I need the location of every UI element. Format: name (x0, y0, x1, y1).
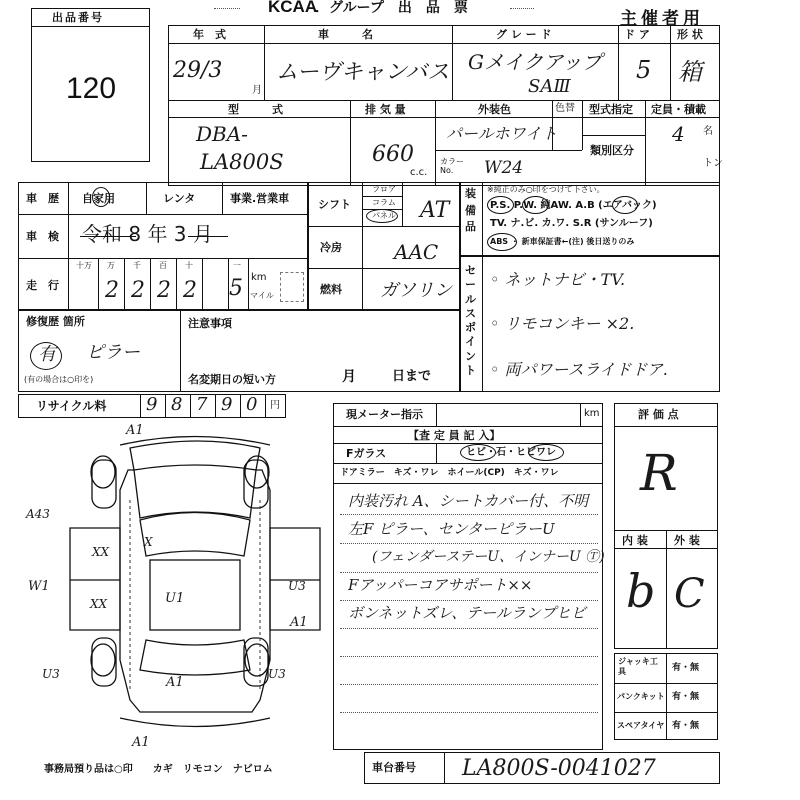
header-title: ．グループ 出 品 票 (315, 0, 468, 16)
right-rear-wheel (92, 638, 116, 686)
diag-mark-bottom: A1 (132, 735, 150, 750)
label-class: 類別区分 (590, 144, 634, 157)
mileage-unit-km: km (251, 272, 267, 283)
mile-col-5 (202, 258, 203, 310)
equip-ps-circle (487, 196, 514, 214)
label-exterior: 外 装 (674, 534, 700, 547)
inspector-note-3: (フェンダーステーU、インナーU Ⓣ) (372, 549, 605, 565)
insp-line-4 (340, 600, 598, 601)
recycle-col-5 (265, 394, 266, 418)
value-fuel: ガソリン (380, 280, 452, 301)
label-door: ド ア (624, 28, 650, 41)
recycle-digit-2: 8 (171, 394, 183, 415)
label-year: 年 式 (193, 28, 226, 41)
rear-bumper (120, 718, 270, 727)
inspector-note-4: Fアッパーコアサポート×× (348, 576, 533, 594)
label-sales-points: セールスポイント (465, 264, 476, 378)
value-load-unit: トン (703, 158, 723, 169)
shift-option-panel: パネル (372, 211, 396, 220)
recycle-digit-1: 9 (146, 394, 158, 415)
diag-mark-windshield: X (144, 535, 153, 549)
equipment-line-1: P.S. P.W. 純AW. A.B (エアバック) (490, 200, 657, 211)
inspector-glass-divider (333, 463, 603, 464)
diag-mark-left: W1 (28, 579, 50, 594)
mileage-digit-2: 2 (131, 278, 145, 303)
sales-point-2: ◦ リモコンキー ×2. (490, 314, 635, 333)
label-color-change: 色替 (555, 103, 575, 114)
value-color-no-label: カラー No. (440, 157, 464, 175)
office-note: 事務局預り品は○印 カギ リモコン ナビロム (44, 764, 273, 775)
insp-line-5 (340, 628, 598, 629)
history-option-rental: レンタ (163, 192, 196, 205)
glass-circle-2 (528, 444, 564, 461)
diag-mark-right: U3 (288, 579, 306, 593)
label-inspection: 車 検 (26, 230, 59, 243)
tool-label-spare: スペアタイヤ (617, 721, 665, 730)
inspector-row2-divider (333, 483, 603, 484)
diag-mark-right-bottom: U3 (268, 667, 286, 681)
sales-point-1: ◦ ネットナビ・TV. (490, 270, 626, 289)
value-shift: AT (420, 198, 450, 223)
lot-label: 出品番号 (52, 11, 104, 24)
repair-circle (30, 342, 62, 370)
diag-mark-top: A1 (126, 423, 144, 438)
inspector-title-divider (333, 443, 603, 444)
lot-number: 120 (66, 72, 117, 105)
equip-abs-circle (487, 233, 517, 251)
insp-line-6 (340, 656, 598, 657)
col-div-colorchange (582, 100, 583, 150)
col-div-name (452, 25, 453, 100)
inspector-glass: Fガラス (346, 447, 387, 460)
meter-divider (333, 426, 603, 427)
inspection-strike-2 (188, 236, 228, 237)
label-notes: 注意事項 (188, 317, 232, 330)
recycle-col-4 (240, 394, 241, 418)
rear-window-shape (140, 640, 250, 675)
diag-mark-rear: A1 (166, 675, 184, 690)
value-year: 29/3 (173, 58, 223, 83)
front-left-tire (91, 456, 115, 488)
label-chassis: 車台番号 (372, 761, 416, 774)
label-displacement: 排 気 量 (365, 103, 406, 116)
tool-value-puncture: 有・無 (672, 692, 700, 702)
meter-unit-col (580, 403, 581, 426)
lot-divider (31, 26, 150, 27)
insp-line-8 (340, 712, 598, 713)
mileage-unit-mile: マイル (250, 291, 274, 300)
col-div-model (350, 100, 351, 186)
drivetrain-divider-2 (308, 268, 460, 269)
mile-col-7 (248, 258, 249, 310)
roof-panel (150, 560, 240, 630)
top-row-divider-1 (168, 43, 720, 44)
label-recycle: リサイクル料 (36, 399, 107, 413)
recycle-label-col (140, 394, 141, 418)
shift-opt-line-1 (362, 196, 402, 197)
label-mileage: 走 行 (26, 279, 59, 292)
value-capacity-unit: 名 (703, 126, 713, 137)
inspector-title: 【査 定 員 記 入】 (408, 429, 501, 442)
col-div-year (264, 25, 265, 100)
windshield-shape (140, 513, 250, 557)
value-name: ムーヴキャンバス (276, 60, 450, 85)
history-label-col (68, 182, 69, 310)
chassis-col (444, 752, 445, 784)
diag-mark-left-panel-1: XX (92, 545, 110, 559)
meter-unit: km (584, 408, 600, 419)
label-history: 車 歴 (26, 192, 59, 205)
value-repair-location: ピラー (86, 342, 140, 363)
mile-col-3 (150, 258, 151, 310)
label-color: 外装色 (478, 103, 511, 116)
equip-pw-circle (522, 196, 549, 214)
inspector-note-1: 内装汚れ A、シートカバー付、不明 (348, 492, 589, 510)
evaluation-exterior: C (674, 571, 705, 617)
evaluation-score: R (640, 444, 678, 502)
value-grade-2: SAⅢ (528, 76, 571, 97)
value-model-2: LA800S (200, 150, 284, 174)
recycle-unit: 円 (270, 400, 280, 411)
left-door-panel (70, 528, 120, 630)
label-grade: グ レ ー ド (496, 28, 552, 41)
value-color: パールホワイト (446, 124, 558, 143)
mileage-digit-4: 2 (183, 278, 197, 303)
label-shape: 形 状 (677, 28, 703, 41)
insp-line-3 (340, 572, 598, 573)
diag-mark-upper-left: A43 (26, 507, 50, 521)
mileage-digit-3: 2 (157, 278, 171, 303)
inspection-strike-1 (80, 236, 136, 237)
mile-col-2 (124, 258, 125, 310)
value-ac: AAC (394, 240, 439, 264)
notes-month: 月 (342, 369, 356, 385)
label-meter: 現メーター指示 (346, 408, 423, 421)
label-shift: シフト (318, 198, 351, 211)
mileage-head-100k: 十万 (76, 261, 92, 270)
sales-label-col (482, 256, 483, 392)
notes-short-title: 名変期日の短い方 (188, 373, 276, 386)
history-opt-col-2 (222, 182, 223, 214)
header-dots-1 (214, 8, 240, 9)
mileage-head-10: 十 (185, 261, 193, 270)
diag-mark-left-panel-2: XX (90, 597, 108, 611)
col-div-typedesig (645, 100, 646, 186)
recycle-col-3 (215, 394, 216, 418)
history-divider-1 (18, 214, 308, 215)
insp-line-2 (340, 543, 598, 544)
eval-col (666, 530, 667, 649)
repair-note: (有の場合は○印を) (24, 375, 94, 384)
shift-option-column: コラム (372, 198, 396, 207)
value-cc-unit: c.c. (410, 167, 428, 178)
value-displacement: 660 (372, 142, 414, 167)
recycle-col-2 (190, 394, 191, 418)
sales-point-3: ◦ 両パワースライドドア. (490, 360, 668, 379)
mile-col-4 (176, 258, 177, 310)
glass-col (436, 443, 437, 463)
label-capacity: 定員・積載 (651, 103, 706, 116)
diag-mark-roof: U1 (165, 591, 185, 606)
recycle-digit-5: 0 (246, 394, 258, 415)
top-row-divider-3 (168, 117, 720, 118)
shift-panel-circle (366, 209, 398, 223)
col-div-door (670, 25, 671, 100)
mileage-mile-check[interactable] (280, 272, 304, 302)
mile-col-1 (98, 258, 99, 310)
header-org: KCAA (268, 0, 318, 16)
mileage-head-100: 百 (159, 261, 167, 270)
equip-ab-circle (612, 196, 638, 214)
glass-circle-1 (460, 444, 496, 461)
drivetrain-divider-1 (308, 226, 460, 227)
recycle-digit-3: 7 (196, 394, 208, 415)
rear-left-tire (91, 644, 115, 676)
value-year-month: 月 (252, 85, 262, 96)
label-model: 型 式 (228, 103, 283, 116)
diag-mark-left-lower: U3 (42, 667, 60, 681)
tool-value-jack: 有・無 (672, 663, 700, 673)
meter-label-col (436, 403, 437, 426)
label-evaluation: 評 価 点 (638, 408, 679, 421)
value-repair: 有 (38, 344, 56, 365)
recycle-col-1 (165, 394, 166, 418)
history-divider-2 (18, 258, 308, 259)
equipment-line-2: TV. ナ.ビ. カ.ワ. S.R (サンルーフ) (490, 218, 653, 229)
inspector-note-5: ボンネットズレ、テールランプヒビ (348, 604, 586, 622)
inspector-note-2: 左F ピラー、センターピラーU (348, 520, 555, 538)
label-interior: 内 装 (622, 534, 648, 547)
eval-divider-1 (614, 426, 718, 427)
mileage-digit-1: 2 (105, 278, 119, 303)
value-inspection: 令和 8 年 3 月 (82, 222, 213, 246)
history-option-business: 事業.営業車 (230, 192, 290, 205)
label-equipment: 装備品 (465, 187, 476, 233)
value-shape: 箱 (678, 58, 702, 86)
tool-label-jack: ジャッキ工具 (618, 657, 658, 677)
repair-notes-col (180, 310, 181, 392)
diag-mark-right-lower: A1 (290, 615, 308, 630)
label-repair: 修復歴 箇所 (26, 315, 85, 328)
history-opt-col-1 (146, 182, 147, 214)
value-color-no: W24 (484, 158, 524, 178)
header-dots-2 (510, 8, 534, 9)
label-name: 車 名 (318, 28, 373, 41)
tools-col (666, 653, 667, 740)
mileage-head-10k: 万 (107, 261, 115, 270)
mileage-head-1: 一 (233, 261, 241, 270)
left-rear-wheel (244, 638, 268, 686)
hood-shape (134, 465, 256, 518)
value-model-1: DBA- (196, 122, 248, 146)
recycle-digit-4: 9 (221, 394, 233, 415)
color-no-divider (435, 150, 582, 151)
history-private-circle (92, 187, 110, 207)
label-type-designation: 型式指定 (589, 103, 633, 116)
drivetrain-col (362, 182, 363, 310)
value-door: 5 (636, 56, 652, 84)
tool-value-spare: 有・無 (672, 721, 700, 731)
evaluation-interior: b (626, 564, 656, 618)
equipment-label-col (482, 182, 483, 256)
label-ac: 冷房 (320, 241, 342, 254)
insp-line-1 (340, 514, 598, 515)
inspector-row2: ドアミラー キズ・ワレ ホイール(CP) キズ・ワレ (340, 468, 559, 478)
insp-line-7 (340, 684, 598, 685)
organizer-label: 主催者用 (620, 9, 704, 29)
col-div-disp (435, 100, 436, 186)
value-capacity: 4 (672, 122, 685, 146)
shift-opt-col (402, 182, 403, 226)
equipment-line-3: ABS ・ 新車保証書←(注) 後日送りのみ (490, 237, 635, 246)
mileage-digit-5: 5 (229, 276, 243, 301)
value-chassis: LA800S-0041027 (462, 756, 656, 781)
label-fuel: 燃料 (320, 283, 342, 296)
equipment-note: ※純正のみ○印をつけて下さい。 (487, 185, 605, 194)
inspector-glass-options: ヒビ・石・ヒビワレ (466, 447, 556, 458)
notes-day-until: 日まで (392, 369, 432, 384)
value-grade-1: Gメイクアップ (468, 50, 602, 74)
history-option-private: 自家用 (82, 192, 115, 205)
tool-label-puncture: パンクキット (617, 692, 665, 701)
top-row-divider-2 (168, 100, 720, 101)
typedesig-divider (582, 135, 645, 136)
mileage-head-1k: 千 (133, 261, 141, 270)
front-right-tire (245, 456, 269, 488)
col-div-grade (618, 25, 619, 100)
shift-option-floor: フロア (372, 185, 396, 194)
